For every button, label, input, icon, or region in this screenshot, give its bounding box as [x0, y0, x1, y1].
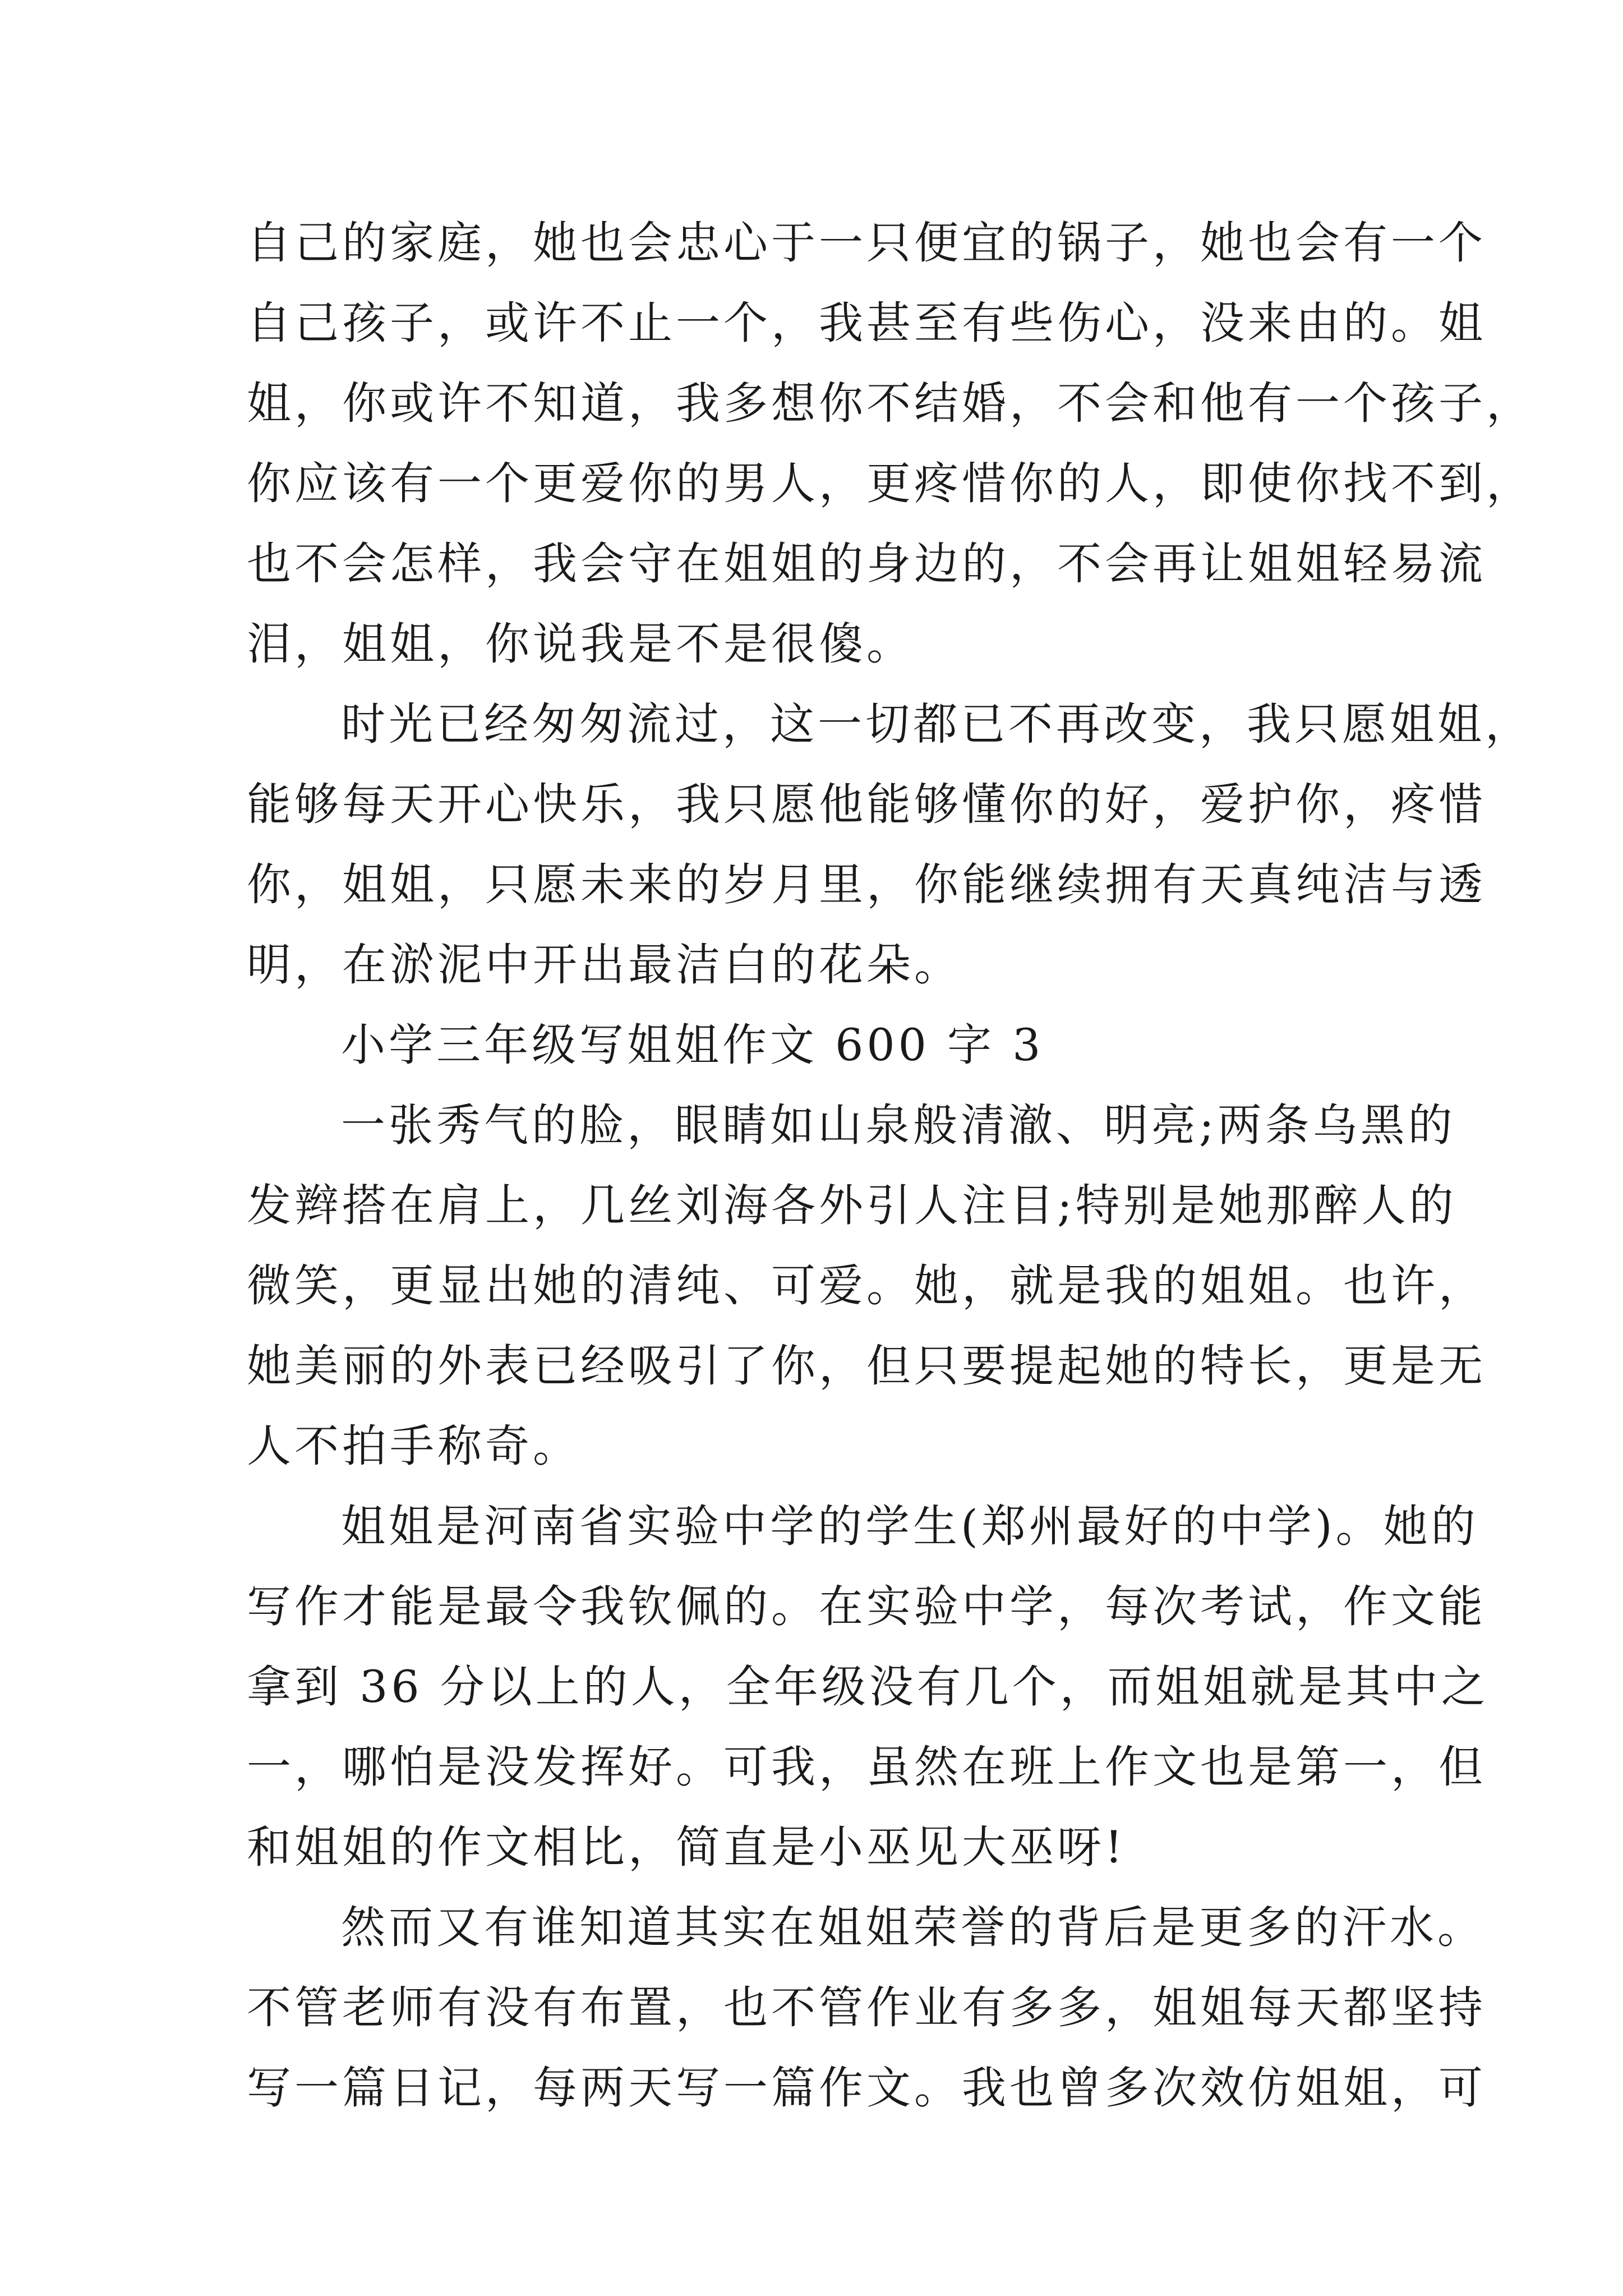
text-line: 发辫搭在肩上，几丝刘海各外引人注目;特别是她那醉人的 — [247, 1180, 1457, 1231]
paragraph-start-line: 时光已经匆匆流过，这一切都已不再改变，我只愿姐姐， — [341, 698, 1533, 750]
text-line: 一，哪怕是没发挥好。可我，虽然在班上作文也是第一，但 — [247, 1741, 1486, 1793]
text-line: 你应该有一个更爱你的男人，更疼惜你的人，即使你找不到， — [247, 458, 1534, 509]
text-line: 微笑，更显出她的清纯、可爱。她，就是我的姐姐。也许， — [247, 1260, 1486, 1312]
paragraph-start-line: 然而又有谁知道其实在姐姐荣誉的背后是更多的汗水。 — [341, 1902, 1485, 1953]
text-line: 你，姐姐，只愿未来的岁月里，你能继续拥有天真纯洁与透 — [247, 859, 1486, 910]
text-line: 人不拍手称奇。 — [247, 1420, 580, 1472]
text-line: 她美丽的外表已经吸引了你，但只要提起她的特长，更是无 — [247, 1340, 1486, 1392]
text-line: 明，在淤泥中开出最洁白的花朵。 — [247, 939, 962, 991]
text-line: 拿到 36 分以上的人，全年级没有几个，而姐姐就是其中之 — [247, 1661, 1489, 1713]
text-line: 泪，姐姐，你说我是不是很傻。 — [247, 618, 914, 670]
text-line: 和姐姐的作文相比，简直是小巫见大巫呀! — [247, 1821, 1126, 1873]
text-line: 不管老师有没有布置，也不管作业有多多，姐姐每天都坚持 — [247, 1982, 1486, 2033]
text-line: 也不会怎样，我会守在姐姐的身边的，不会再让姐姐轻易流 — [247, 538, 1486, 590]
document-body — [247, 203, 1534, 2128]
text-line: 写作才能是最令我钦佩的。在实验中学，每次考试，作文能 — [247, 1581, 1486, 1632]
text-line: 姐，你或许不知道，我多想你不结婚，不会和他有一个孩子， — [247, 378, 1534, 429]
text-line: 能够每天开心快乐，我只愿他能够懂你的好，爱护你，疼惜 — [247, 779, 1486, 830]
text-line: 自己的家庭，她也会忠心于一只便宜的锅子，她也会有一个 — [247, 217, 1486, 269]
paragraph-start-line: 姐姐是河南省实验中学的学生(郑州最好的中学)。她的 — [341, 1501, 1479, 1552]
text-line: 自己孩子，或许不止一个，我甚至有些伤心，没来由的。姐 — [247, 297, 1486, 349]
paragraph-start-line: 一张秀气的脸，眼睛如山泉般清澈、明亮;两条乌黑的 — [341, 1099, 1456, 1151]
text-line: 写一篇日记，每两天写一篇作文。我也曾多次效仿姐姐，可 — [247, 2062, 1486, 2114]
section-heading: 小学三年级写姐姐作文 600 字 3 — [341, 1019, 1044, 1071]
